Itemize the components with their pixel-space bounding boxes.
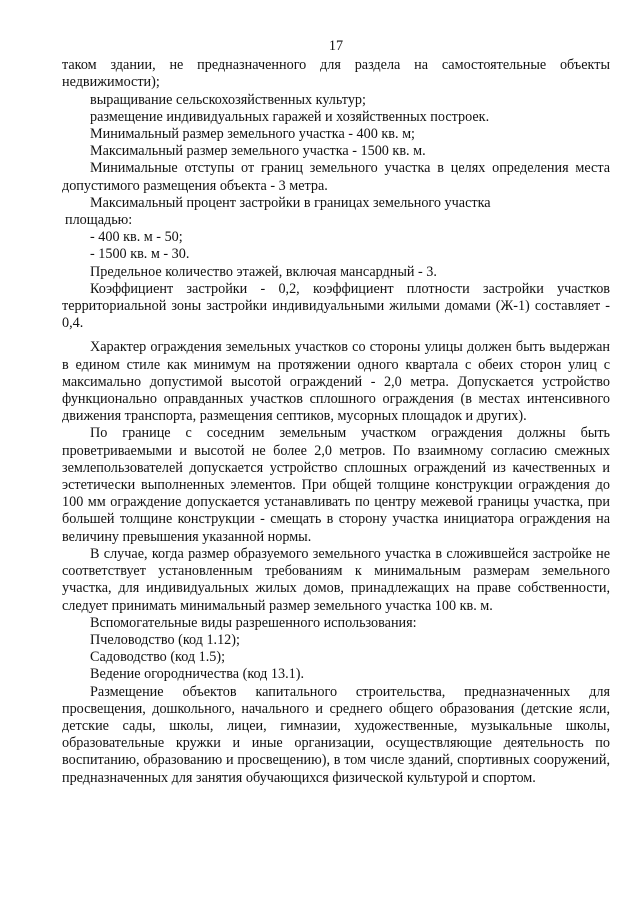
paragraph-min-size: Минимальный размер земельного участка - 400 кв. м; — [90, 126, 415, 143]
paragraph-auxiliary-uses: Вспомогательные виды разрешенного использования: — [90, 614, 417, 631]
list-item-400: - 400 кв. м - 50; — [90, 229, 183, 246]
paragraph-floors: Предельное количество этажей, включая мансардный - 3. — [90, 263, 437, 280]
list-item-gardening: Садоводство (код 1.5); — [90, 649, 226, 666]
paragraph-small-plot: В случае, когда размер образуемого земельного участка в сложившейся застройке не соответствует установленным требованиям к минимальным размерам земельного участка, для индивидуальных жилых домов, принадлежащих на праве собственности, следует принимать минимальный размер земельного участка 100 кв. м. — [62, 545, 610, 614]
paragraph-area-label: площадью: — [65, 212, 133, 229]
paragraph-neighbor-fencing: По границе с соседним земельным участком ограждения должны быть проветриваемыми и высотой не более 2,0 метров. По взаимному согласию смежных землепользователей допускается устройство сплошных ограждений из качественных и эстетически выполненных элементов. При общей толщине конструкции ограждения до 100 мм ограждение допускается устанавливать по центру межевой границы участка, при большей толщине конструкции - смещать в сторону участка инициатора ограждения на величину превышения указанной нормы. — [62, 425, 610, 545]
document-page — [62, 38, 610, 787]
paragraph-max-coverage: Максимальный процент застройки в границах земельного участка — [90, 194, 491, 211]
list-item-1500: - 1500 кв. м - 30. — [90, 246, 190, 263]
paragraph-coefficients: Коэффициент застройки - 0,2, коэффициент плотности застройки участков территориальной зоны застройки индивидуальными жилыми домами (Ж-1) составляет - 0,4. — [62, 280, 610, 332]
list-item-vegetable-growing: Ведение огородничества (код 13.1). — [90, 666, 305, 683]
paragraph-max-size: Максимальный размер земельного участка - 1500 кв. м. — [90, 143, 426, 160]
paragraph-min-setbacks: Минимальные отступы от границ земельного участка в целях определения места допустимого размещения объекта - 3 метра. — [62, 160, 610, 194]
paragraph-street-fencing: Характер ограждения земельных участков со стороны улицы должен быть выдержан в едином стиле как минимум на протяжении одного квартала с обеих сторон улиц с максимально допустимой высотой ограждений - 2,0 метра. Допускается устройство функционально оправданных участков сплошного ограждения (в местах интенсивного движения транспорта, размещения септиков, мусорных площадок и других). — [62, 339, 610, 425]
paragraph-continuation: таком здании, не предназначенного для раздела на самостоятельные объекты недвижимости); — [62, 57, 610, 91]
paragraph-garages: размещение индивидуальных гаражей и хозяйственных построек. — [90, 108, 490, 125]
page-number: 17 — [328, 38, 344, 54]
list-item-beekeeping: Пчеловодство (код 1.12); — [90, 631, 240, 648]
paragraph-crop-growing: выращивание сельскохозяйственных культур; — [90, 91, 366, 108]
paragraph-education-objects: Размещение объектов капитального строительства, предназначенных для просвещения, дошкольного, начального и среднего общего образования (детские ясли, детские сады, школы, лицеи, гимназии, художественные, музыкальные школы, образовательные кружки и иные организации, осуществляющие деятельность по воспитанию, образованию и просвещению), в том числе зданий, спортивных сооружений, предназначенных для занятия обучающихся физической культурой и спортом. — [62, 683, 610, 786]
